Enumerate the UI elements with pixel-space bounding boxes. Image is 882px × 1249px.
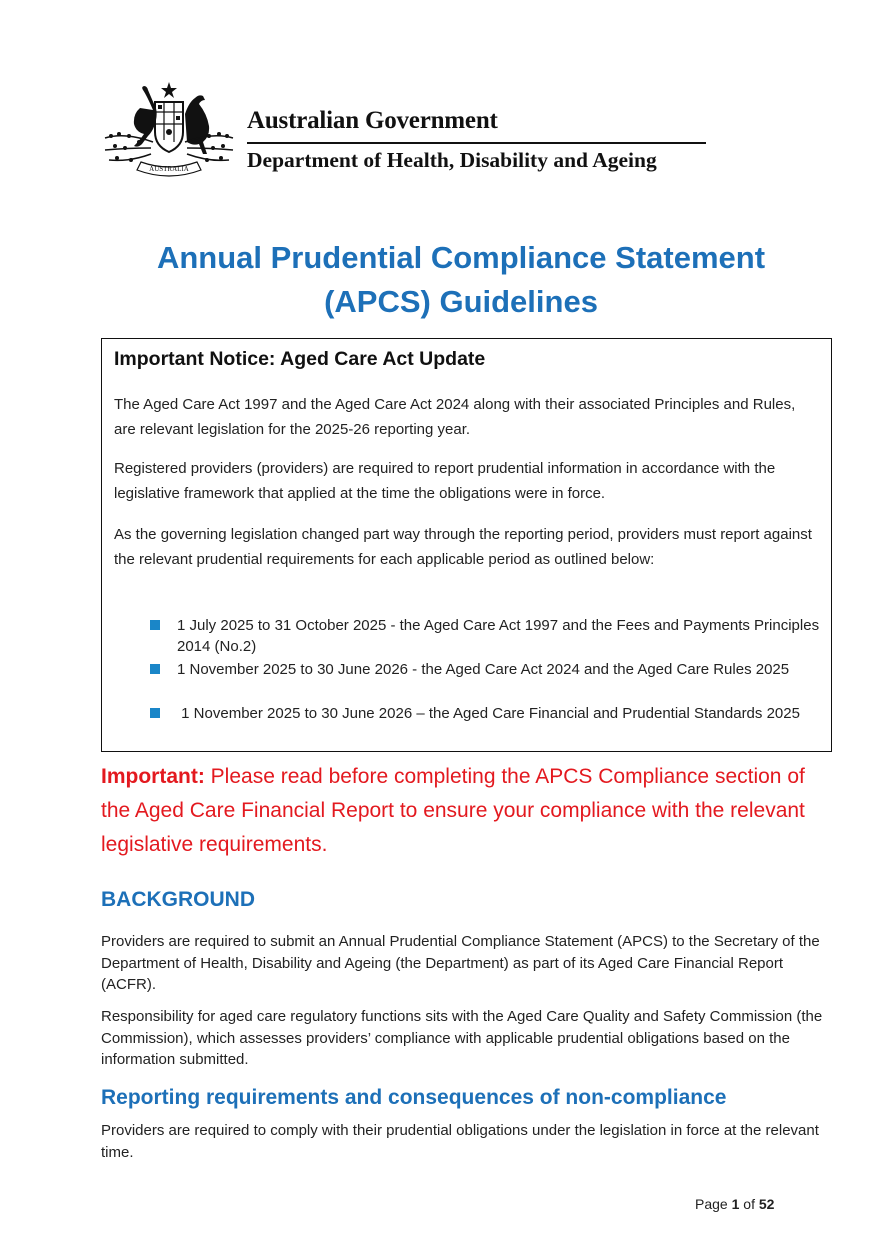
background-heading: BACKGROUND bbox=[101, 888, 255, 911]
bullet-square-icon bbox=[150, 708, 160, 718]
notice-heading: Important Notice: Aged Care Act Update bbox=[114, 348, 486, 370]
notice-bullet-text: 1 November 2025 to 30 June 2026 – the Aged Care Financial and Prudential Standards 2025 bbox=[177, 705, 800, 722]
bullet-square-icon bbox=[150, 664, 160, 674]
coat-of-arms-icon bbox=[103, 80, 235, 180]
page-prefix: Page bbox=[695, 1196, 732, 1212]
document-title bbox=[100, 236, 822, 324]
important-label: Important: bbox=[101, 765, 205, 788]
important-warning bbox=[101, 760, 831, 862]
notice-paragraph: The Aged Care Act 1997 and the Aged Care Act 2024 along with their associated Principles and Rules, are relevant legislation for the 2025-26 reporting year. bbox=[114, 396, 796, 438]
reporting-requirements-heading: Reporting requirements and consequences of non-compliance bbox=[101, 1086, 727, 1109]
crest-scroll-text: AUSTRALIA bbox=[149, 165, 189, 173]
notice-bullet-item bbox=[150, 659, 820, 680]
reporting-requirements-paragraph: Providers are required to comply with their prudential obligations under the legislation in force at the relevant time. bbox=[101, 1122, 819, 1161]
government-name: Australian Government bbox=[247, 107, 498, 134]
page-of: of bbox=[739, 1196, 759, 1212]
document-title-line-1: Annual Prudential Compliance Statement bbox=[156, 240, 766, 275]
page-total: 52 bbox=[758, 1196, 775, 1212]
background-paragraph: Providers are required to submit an Annual Prudential Compliance Statement (APCS) to the Secretary of the Department of Health, Disability and Ageing (the Department) as part of its Aged Care Financial Report (ACFR). bbox=[101, 933, 820, 993]
important-notice-box bbox=[101, 338, 832, 752]
notice-bullet-text: 1 November 2025 to 30 June 2026 - the Aged Care Act 2024 and the Aged Care Rules 2025 bbox=[177, 661, 790, 678]
notice-bullet-item bbox=[150, 703, 820, 724]
notice-bullet-item bbox=[150, 615, 820, 657]
notice-bullet-text: 1 July 2025 to 31 October 2025 - the Aged Care Act 1997 and the Fees and Payments Principles 2014 (No.2) bbox=[177, 617, 820, 655]
header-divider bbox=[247, 142, 706, 144]
important-text: Please read before completing the APCS Compliance section of the Aged Care Financial Report to ensure your compliance with the relevant legislative requirements. bbox=[101, 765, 811, 856]
background-paragraph: Responsibility for aged care regulatory functions sits with the Aged Care Quality and Safety Commission (the Commission), which assesses providers’ compliance with applicable prudential obligations based on the information submitted. bbox=[101, 1008, 823, 1068]
page-current: 1 bbox=[731, 1196, 740, 1212]
page-number bbox=[695, 1196, 774, 1212]
document-title-line-2: (APCS) Guidelines bbox=[324, 284, 598, 319]
department-name: Department of Health, Disability and Ageing bbox=[247, 148, 657, 172]
bullet-square-icon bbox=[150, 620, 160, 630]
notice-paragraph: As the governing legislation changed part way through the reporting period, providers must report against the relevant prudential requirements for each applicable period as outlined below: bbox=[114, 526, 812, 568]
notice-paragraph: Registered providers (providers) are required to report prudential information in accordance with the legislative framework that applied at the time the obligations were in force. bbox=[114, 460, 776, 502]
